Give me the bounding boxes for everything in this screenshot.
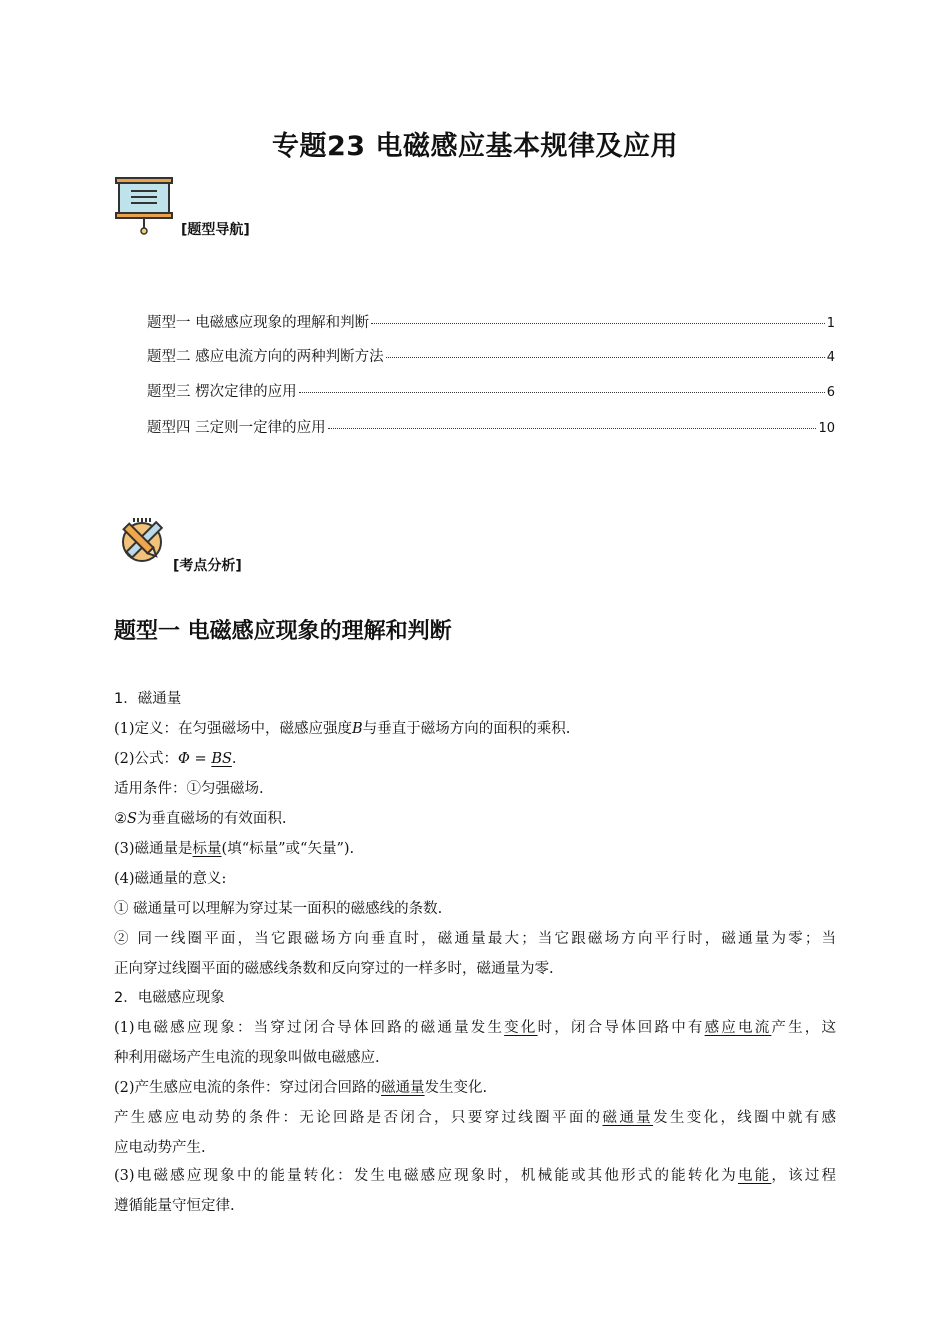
text-segment: (填“标量”或“矢量”).	[221, 841, 355, 857]
text-segment: (1)定义：在匀强磁场中，磁感应强度	[114, 721, 353, 737]
presentation-board-icon	[113, 175, 175, 237]
text-segment: (1)电磁感应现象：当穿过闭合导体回路的磁通量发生	[114, 1020, 505, 1036]
text-line	[114, 1018, 836, 1038]
underlined-answer: BS	[211, 751, 232, 767]
analysis-label: [考点分析]	[173, 558, 242, 574]
text-line: 遵循能量守恒定律.	[114, 1198, 235, 1214]
text-segment: ，该过程	[771, 1168, 836, 1184]
nav-label: [题型导航]	[181, 222, 250, 238]
underlined-answer: 感应电流	[704, 1020, 772, 1036]
text-segment: ②	[114, 811, 127, 827]
text-segment: S	[127, 811, 137, 827]
toc-leader-dots	[299, 392, 825, 393]
text-segment: (2)公式：	[114, 751, 179, 767]
text-segment: =	[189, 751, 212, 767]
text-line	[114, 839, 836, 859]
toc-entry[interactable]	[147, 311, 835, 332]
text-segment: 产生，这	[771, 1020, 837, 1036]
toc-leader-dots	[328, 428, 817, 429]
text-line: 种利用磁场产生电流的现象叫做电磁感应.	[114, 1050, 380, 1066]
text-segment: 与垂直于磁场方向的面积的乘积.	[362, 721, 571, 737]
text-line	[114, 1166, 836, 1186]
toc-leader-dots	[371, 323, 825, 324]
text-segment: (3)磁通量是	[114, 841, 193, 857]
text-segment: 发生变化，线圈中就有感	[653, 1110, 837, 1126]
toc-entry-label: 题型三 楞次定律的应用	[147, 384, 297, 400]
text-segment: .	[231, 751, 237, 767]
subsection-title: 2．电磁感应现象	[114, 990, 225, 1006]
underlined-answer: 磁通量	[381, 1080, 425, 1096]
section-heading: 题型一 电磁感应现象的理解和判断	[114, 619, 452, 644]
text-segment: 产生感应电动势的条件：无论回路是否闭合，只要穿过线圈平面的	[114, 1110, 603, 1126]
toc-entry[interactable]	[147, 380, 835, 401]
text-line	[114, 809, 836, 829]
pencil-ruler-icon	[117, 516, 167, 566]
toc-entry-page: 1	[826, 316, 835, 331]
text-line	[114, 749, 836, 769]
text-segment: (3)电磁感应现象中的能量转化：发生电磁感应现象时，机械能或其他形式的能转化为	[114, 1168, 738, 1184]
underlined-answer: 磁通量	[602, 1110, 654, 1126]
text-segment: 发生变化.	[424, 1080, 488, 1096]
toc-entry-label: 题型二 感应电流方向的两种判断方法	[147, 349, 384, 365]
subsection-title: 1．磁通量	[114, 691, 182, 707]
toc-entry-page: 10	[818, 421, 835, 436]
text-line: 正向穿过线圈平面的磁感线条数和反向穿过的一样多时，磁通量为零.	[114, 961, 554, 977]
toc-entry-page: 4	[826, 350, 835, 365]
toc-entry-label: 题型四 三定则一定律的应用	[147, 420, 326, 436]
toc-entry-page: 6	[826, 385, 835, 400]
toc-entry[interactable]	[147, 416, 835, 437]
toc-entry-label: 题型一 电磁感应现象的理解和判断	[147, 315, 370, 331]
text-segment: (2)产生感应电流的条件：穿过闭合回路的	[114, 1080, 382, 1096]
text-line	[114, 719, 836, 739]
document-title: 专题23 电磁感应基本规律及应用	[272, 131, 678, 162]
text-line: 应电动势产生.	[114, 1140, 206, 1156]
text-line: ① 磁通量可以理解为穿过某一面积的磁感线的条数.	[114, 901, 443, 917]
underlined-answer: 变化	[504, 1020, 538, 1036]
text-segment: 为垂直磁场的有效面积.	[136, 811, 287, 827]
text-line: (4)磁通量的意义:	[114, 871, 227, 887]
text-segment: B	[352, 721, 363, 737]
toc-entry[interactable]	[147, 345, 835, 366]
text-segment: 时，闭合导体回路中有	[537, 1020, 705, 1036]
text-line: 适用条件：①匀强磁场.	[114, 781, 264, 797]
toc-leader-dots	[386, 357, 825, 358]
text-line: ② 同一线圈平面，当它跟磁场方向垂直时，磁通量最大；当它跟磁场方向平行时，磁通量为零；当	[114, 931, 836, 947]
text-segment: Φ	[178, 751, 190, 767]
text-line	[114, 1108, 836, 1128]
text-line	[114, 1078, 836, 1098]
underlined-answer: 电能	[737, 1168, 772, 1184]
underlined-answer: 标量	[192, 841, 222, 857]
